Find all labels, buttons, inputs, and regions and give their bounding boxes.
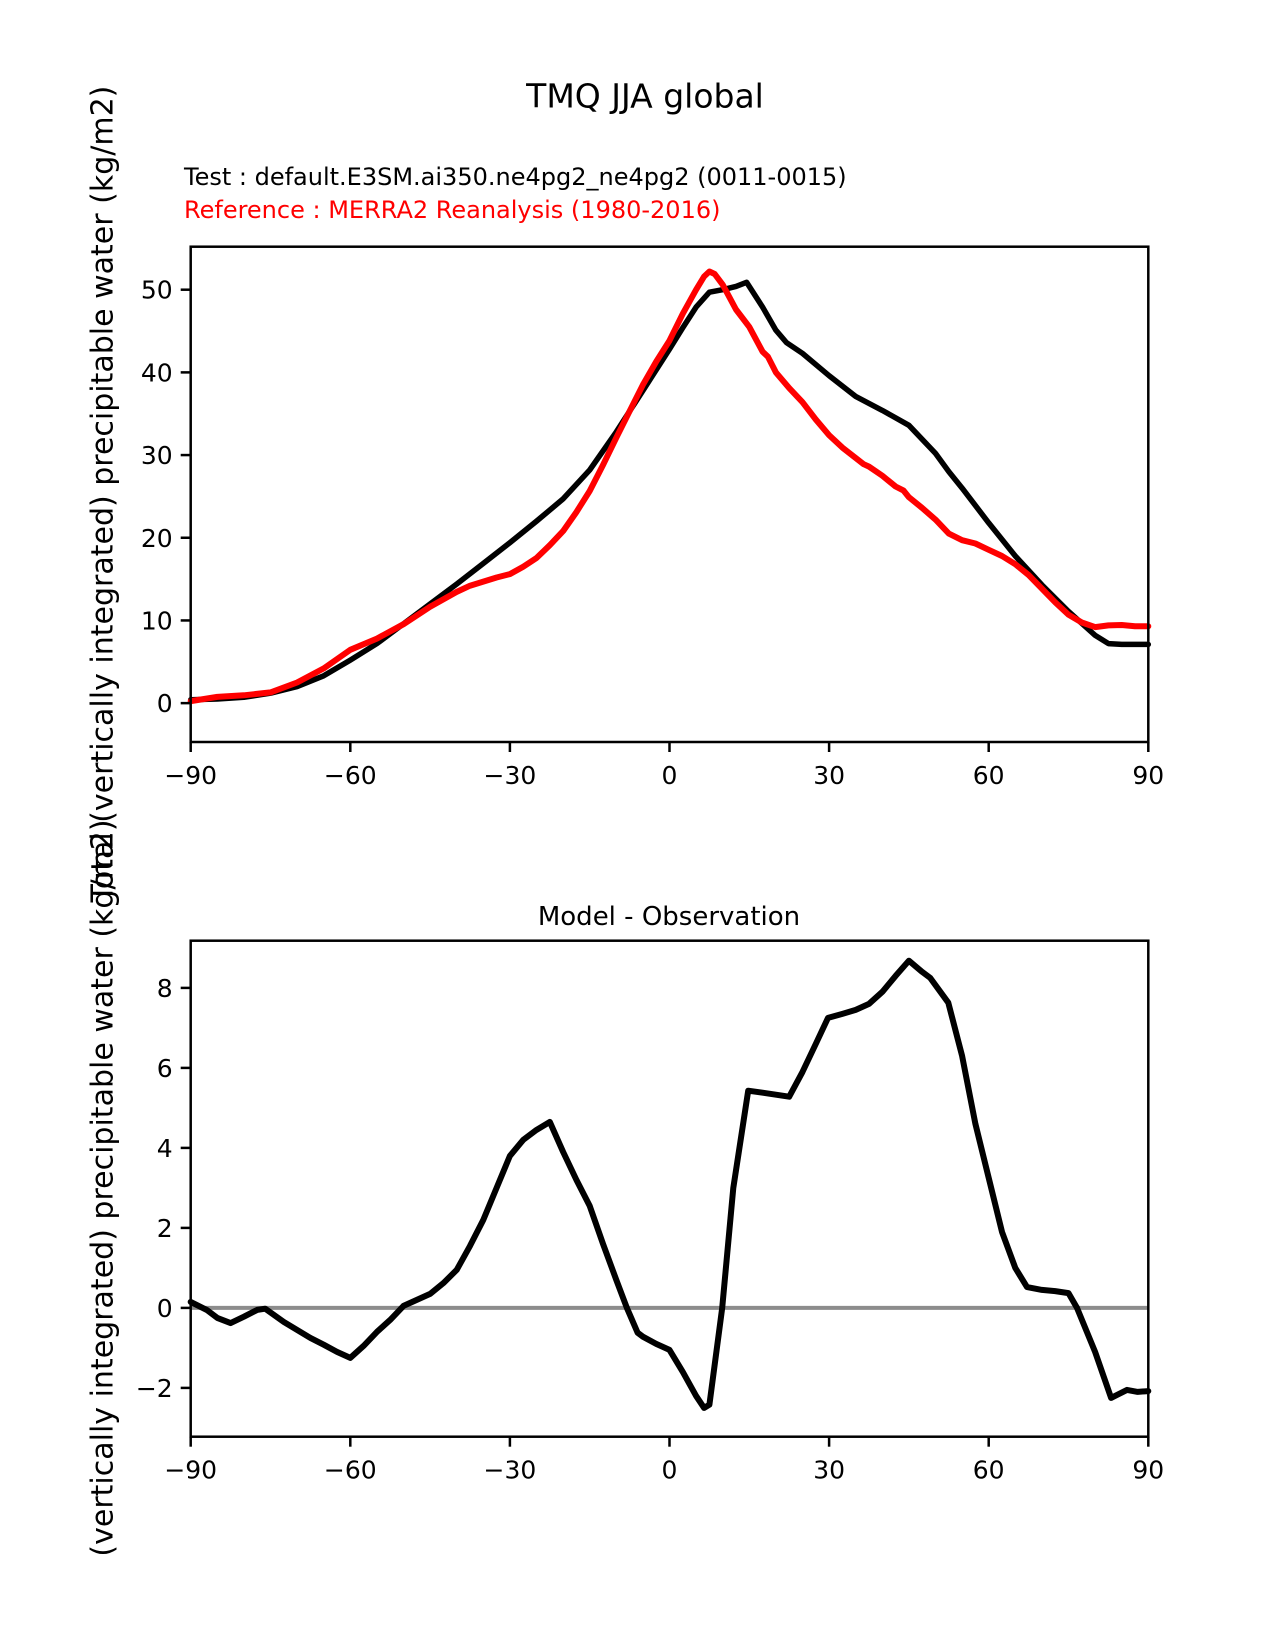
y-tick-label: 20 [140,523,173,553]
x-tick-label: 30 [813,1455,846,1485]
difference-plot-title: Model - Observation [537,902,801,932]
y-tick-label: 0 [156,689,173,719]
y-tick-label: 0 [156,1293,173,1323]
x-tick-label: 60 [972,761,1005,790]
x-tick-label: 60 [972,1455,1005,1485]
x-tick-label: 90 [1132,761,1165,790]
y-tick-label: 4 [156,1133,173,1163]
y-tick-label: 8 [156,973,173,1003]
y-tick-label: −2 [135,1373,173,1403]
x-tick-label: −90 [164,761,218,790]
x-tick-label: −30 [483,1455,537,1485]
x-tick-label: 0 [661,1455,678,1485]
y-tick-label: 2 [156,1213,173,1243]
x-tick-label: −90 [164,1455,218,1485]
y-tick-label: 50 [140,275,173,305]
test-dataset-label: Test : default.E3SM.ai350.ne4pg2_ne4pg2 (0011-0015) [184,163,847,191]
x-tick-label: 90 [1132,1455,1165,1485]
x-tick-label: 0 [661,761,678,790]
axes-frame [191,941,1149,1437]
y-tick-label: 30 [140,441,173,471]
x-tick-label: −30 [483,761,537,790]
y-tick-label: 10 [140,606,173,636]
bottom-plot-ylabel: (vertically integrated) precipitable water (kg/m2) [85,819,121,1557]
top-plot-ylabel: Total (vertically integrated) precipitable water (kg/m2) [85,85,121,903]
x-tick-label: 30 [813,761,846,790]
y-tick-label: 6 [156,1053,173,1083]
figure-title: TMQ JJA global [526,76,764,116]
reference-dataset-label: Reference : MERRA2 Reanalysis (1980-2016) [184,196,721,224]
x-tick-label: −60 [323,1455,377,1485]
difference-curve [191,961,1149,1408]
x-tick-label: −60 [323,761,377,790]
y-tick-label: 40 [140,358,173,388]
reference-curve [191,272,1149,702]
